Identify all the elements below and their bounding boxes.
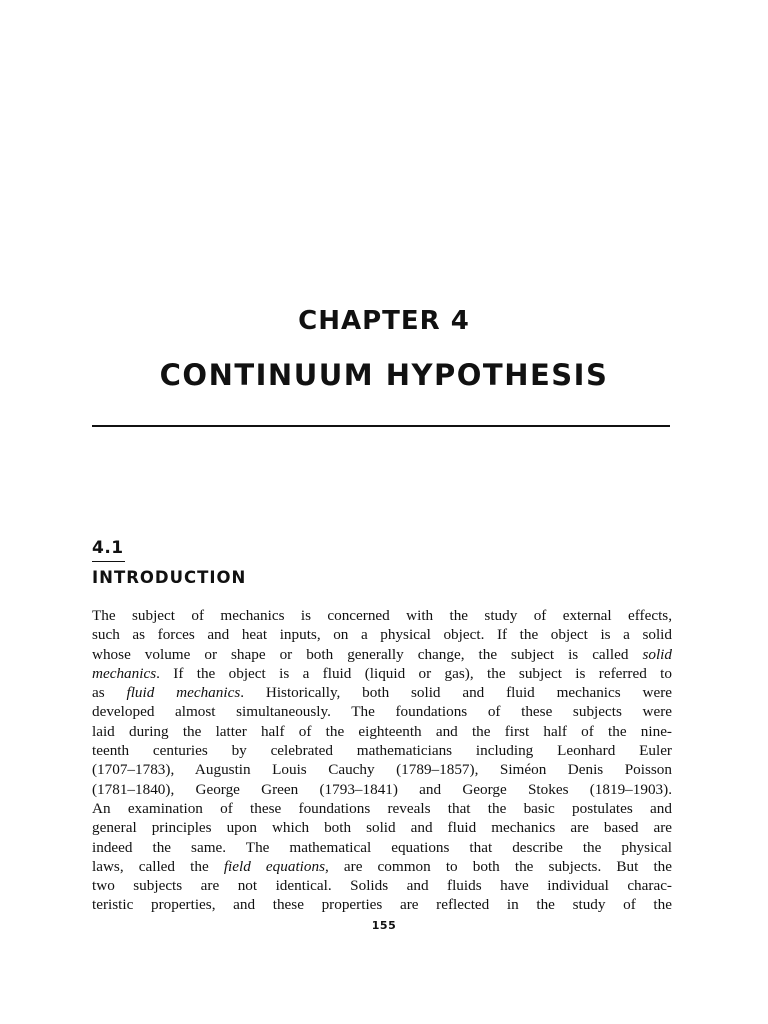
body-text-run: (1707–1783), Augustin Louis Cauchy (1789–1857), Siméon Denis Poisson — [92, 761, 672, 779]
body-text-run: (1781–1840), George Green (1793–1841) and George Stokes (1819–1903). — [92, 780, 672, 798]
body-text-run: such as forces and heat inputs, on a physical object. If the object is a solid — [92, 626, 672, 644]
body-line — [92, 876, 672, 895]
body-text-run: two subjects are not identical. Solids and fluids have individual charac- — [92, 877, 672, 895]
body-text-run: The subject of mechanics is concerned with the study of external effects, — [92, 607, 672, 624]
body-line — [92, 838, 672, 857]
body-line — [92, 895, 672, 914]
body-text-run: laws, called the — [92, 857, 224, 875]
body-line — [92, 702, 672, 721]
body-text-run: An examination of these foundations reveals that the basic postulates and — [92, 799, 672, 817]
body-line — [92, 683, 672, 702]
body-text-run: laid during the latter half of the eighteenth and the first half of the nine- — [92, 722, 672, 740]
page-number: 155 — [371, 919, 397, 932]
body-text-run: teenth centuries by celebrated mathematicians including Leonhard Euler — [92, 742, 672, 760]
body-line — [92, 741, 672, 760]
body-line — [92, 625, 672, 644]
body-line — [92, 799, 672, 818]
body-text-run: general principles upon which both solid and fluid mechanics are based are — [92, 819, 672, 837]
body-line — [92, 780, 672, 799]
chapter-title: CONTINUUM HYPOTHESIS — [159, 358, 609, 392]
section-number: 4.1 — [92, 538, 124, 558]
body-text-run: . If the object is a fluid (liquid or gas), the subject is referred to — [156, 664, 672, 682]
emphasized-term: mechanics — [92, 664, 157, 682]
chapter-label: CHAPTER 4 — [298, 306, 470, 336]
body-text-run: developed almost simultaneously. The foundations of these subjects were — [92, 703, 672, 721]
body-line — [92, 760, 672, 779]
body-line — [92, 645, 672, 664]
body-text-run: teristic properties, and these properties are reflected in the study of the — [92, 896, 672, 914]
body-text-run: , are common to both the subjects. But the — [324, 857, 672, 875]
section-number-underline — [92, 561, 125, 562]
body-text-run: whose volume or shape or both generally change, the subject is called — [92, 645, 643, 663]
body-text-run: indeed the same. The mathematical equations that describe the physical — [92, 838, 672, 856]
body-line — [92, 606, 672, 625]
emphasized-term: field equations — [223, 857, 325, 875]
body-line — [92, 818, 672, 837]
body-paragraph — [92, 606, 672, 915]
body-line — [92, 664, 672, 683]
section-title: INTRODUCTION — [92, 568, 247, 587]
body-text-run: . Historically, both solid and fluid mechanics were — [240, 684, 672, 702]
body-text-run: as — [92, 684, 127, 702]
chapter-divider — [92, 425, 670, 427]
body-line — [92, 857, 672, 876]
emphasized-term: fluid mechanics — [126, 684, 241, 702]
emphasized-term: solid — [642, 645, 672, 663]
body-line — [92, 722, 672, 741]
